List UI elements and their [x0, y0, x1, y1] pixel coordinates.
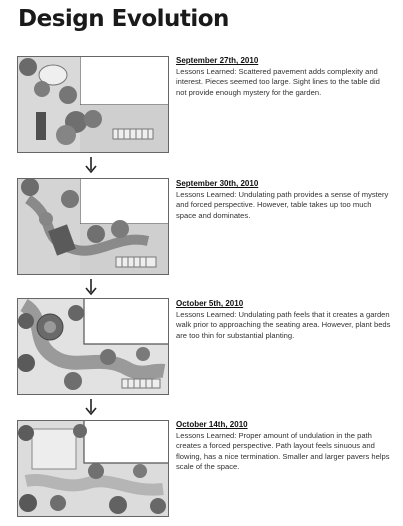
garden-plan-drawing	[18, 57, 168, 152]
entry-oct-14	[176, 420, 391, 473]
garden-plan-oct-5	[17, 298, 169, 395]
entry-lesson: Lessons Learned: Undulating path provides a sense of mystery and forced perspective. However, table takes up too much space and dominates.	[176, 189, 389, 220]
page-title: Design Evolution	[18, 6, 229, 32]
entry-lesson: Lessons Learned: Proper amount of undulation in the path creates a forced perspective. Path layout feels sinuous and flowing, has a nice termination. Smaller and larger pavers helps scale of the space.	[176, 430, 390, 472]
entry-oct-5	[176, 299, 391, 341]
down-arrow-icon	[84, 278, 98, 296]
garden-plan-sept-30	[17, 178, 169, 275]
garden-plan-drawing	[18, 421, 168, 516]
entry-date: September 27th, 2010	[176, 56, 259, 65]
down-arrow-icon	[84, 398, 98, 416]
garden-plan-oct-14	[17, 420, 169, 517]
entry-lesson: Lessons Learned: Scattered pavement adds complexity and interest. Pieces seemed too large. Sight lines to the table did not provide enough mystery for the garden.	[176, 66, 380, 97]
garden-plan-drawing	[18, 179, 168, 274]
entry-date: October 14th, 2010	[176, 420, 248, 429]
entry-date: September 30th, 2010	[176, 179, 259, 188]
down-arrow-icon	[84, 156, 98, 174]
garden-plan-drawing	[18, 299, 168, 394]
entry-sept-30	[176, 179, 391, 221]
entry-lesson: Lessons Learned: Undulating path feels that it creates a garden walk prior to approaching the seating area. However, plant beds are too thin for substantial planting.	[176, 309, 391, 340]
entry-sept-27	[176, 56, 391, 98]
entry-date: October 5th, 2010	[176, 299, 244, 308]
garden-plan-sept-27	[17, 56, 169, 153]
